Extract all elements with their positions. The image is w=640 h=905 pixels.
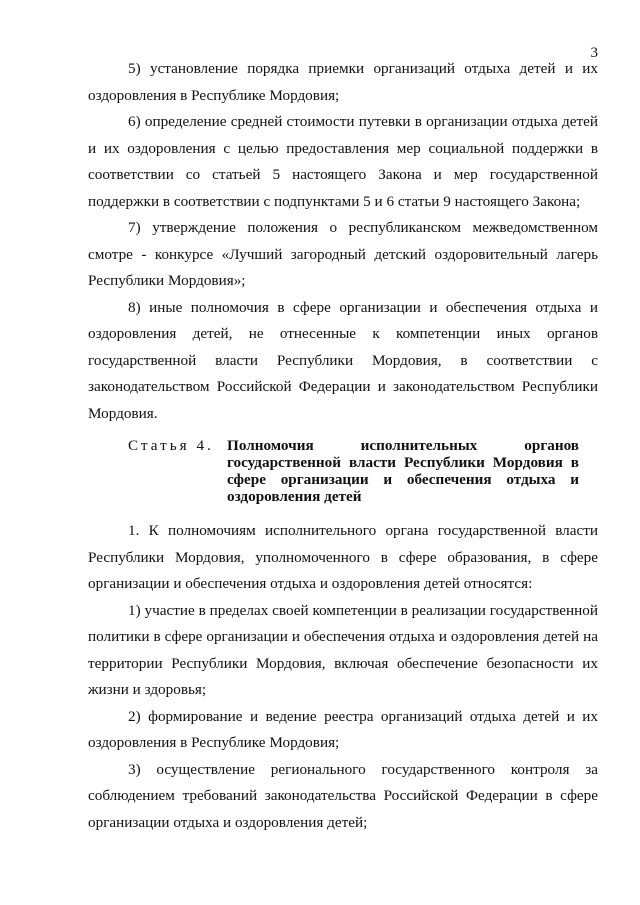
page-number: 3 (590, 45, 598, 61)
paragraph-subitem-3: 3) осуществление регионального государственного контроля за соблюдением требований законодательства Российской Федерации в сфере организации отдыха и оздоровления детей; (88, 760, 598, 831)
paragraph-item-5: 5) установление порядка приемки организаций отдыха детей и их оздоровления в Республике Мордовия; (88, 60, 598, 104)
article-title: Полномочия исполнительных органов государственной власти Республики Мордовия в сфере организации и обеспечения отдыха и оздоровления детей (227, 437, 579, 505)
article-label: Статья 4. (128, 437, 214, 454)
paragraphs-bottom (88, 518, 598, 836)
paragraph-subitem-2: 2) формирование и ведение реестра организаций отдыха детей и их оздоровления в Республике Мордовия; (88, 707, 598, 751)
paragraph-item-7: 7) утверждение положения о республиканском межведомственном смотре - конкурсе «Лучший загородный детский оздоровительный лагерь Республики Мордовия»; (88, 219, 598, 289)
paragraph-item-6: 6) определение средней стоимости путевки в организации отдыха детей и их оздоровления с целью предоставления мер социальной поддержки в соответствии со статьей 5 настоящего Закона и мер государственной поддержки в соответствии с подпунктами 5 и 6 статьи 9 настоящего Закона; (88, 113, 598, 210)
paragraph-subitem-1: 1) участие в пределах своей компетенции в реализации государственной политики в сфере организации и обеспечения отдыха и оздоровления детей на территории Республики Мордовия, включая обеспечение безопасности их жизни и здоровья; (88, 601, 598, 698)
paragraphs-top (88, 56, 598, 427)
paragraph-clause-1: 1. К полномочиям исполнительного органа государственной власти Республики Мордовия, уполномоченного в сфере образования, в сфере организации и обеспечения отдыха и оздоровления детей относятся: (88, 522, 598, 592)
paragraph-item-8: 8) иные полномочия в сфере организации и обеспечения отдыха и оздоровления детей, не отнесенные к компетенции иных органов государственной власти Республики Мордовия, в соответствии с законодательством Российской Федерации и законодательством Республики Мордовия. (88, 298, 598, 422)
